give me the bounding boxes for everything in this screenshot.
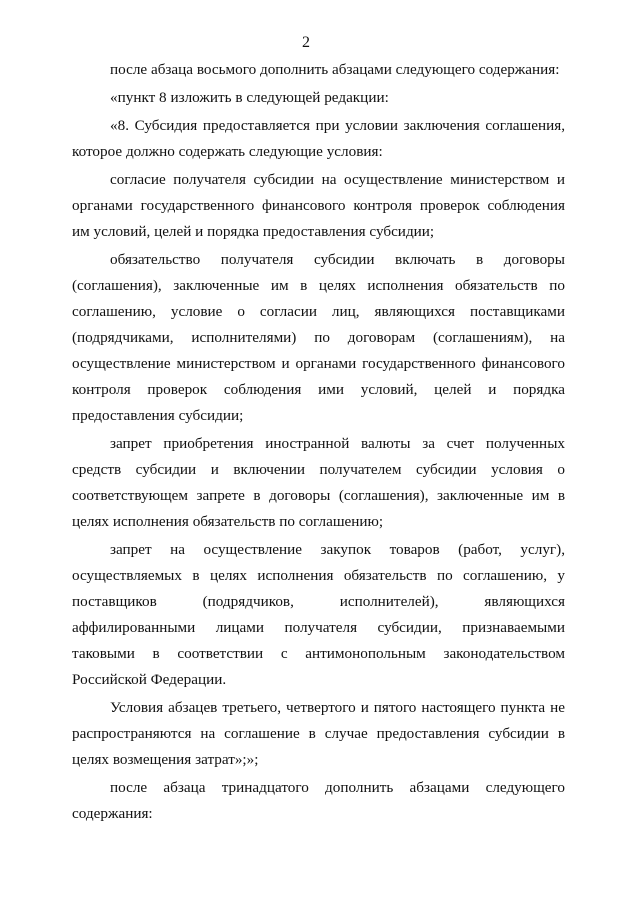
paragraph-point-8-text: «8. Субсидия предоставляется при условии заключения соглашения, которое должно содержать следующие условия: [72, 117, 565, 160]
paragraph-after-thirteenth: после абзаца тринадцатого дополнить абзацами следующего содержания: [72, 779, 565, 822]
paragraph-condition-obligation: обязательство получателя субсидии включать в договоры (соглашения), заключенные им в целях исполнения обязательств по соглашению, условие о согласии лиц, являющихся поставщиками (подрядчиками, исполнителями) по договорам (соглашениям), на осуществление министерством и органами государственного финансового контроля проверок соблюдения ими условий, целей и порядка предоставления субсидии; [72, 251, 565, 424]
paragraph-intro: после абзаца восьмого дополнить абзацами следующего содержания: [110, 61, 560, 78]
paragraph-point-8-heading: «пункт 8 изложить в следующей редакции: [110, 89, 389, 106]
document-body [72, 57, 565, 827]
paragraph-condition-consent: согласие получателя субсидии на осуществление министерством и органами государственного финансового контроля проверок соблюдения им условий, целей и порядка предоставления субсидии; [72, 171, 565, 240]
page-number: 2 [302, 34, 310, 51]
paragraph-conditions-exception: Условия абзацев третьего, четвертого и пятого настоящего пункта не распространяются на соглашение в случае предоставления субсидии в целях возмещения затрат»;»; [72, 699, 565, 768]
paragraph-condition-currency-ban: запрет приобретения иностранной валюты за счет полученных средств субсидии и включении получателем субсидии условия о соответствующем запрете в договоры (соглашения), заключенные им в целях исполнения обязательств по соглашению; [72, 435, 565, 530]
paragraph-condition-procurement-ban: запрет на осуществление закупок товаров (работ, услуг), осуществляемых в целях исполнения обязательств по соглашению, у поставщиков (подрядчиков, исполнителей), являющихся аффилированными лицами получателя субсидии, признаваемыми таковыми в соответствии с антимонопольным законодательством Российской Федерации. [72, 541, 565, 688]
